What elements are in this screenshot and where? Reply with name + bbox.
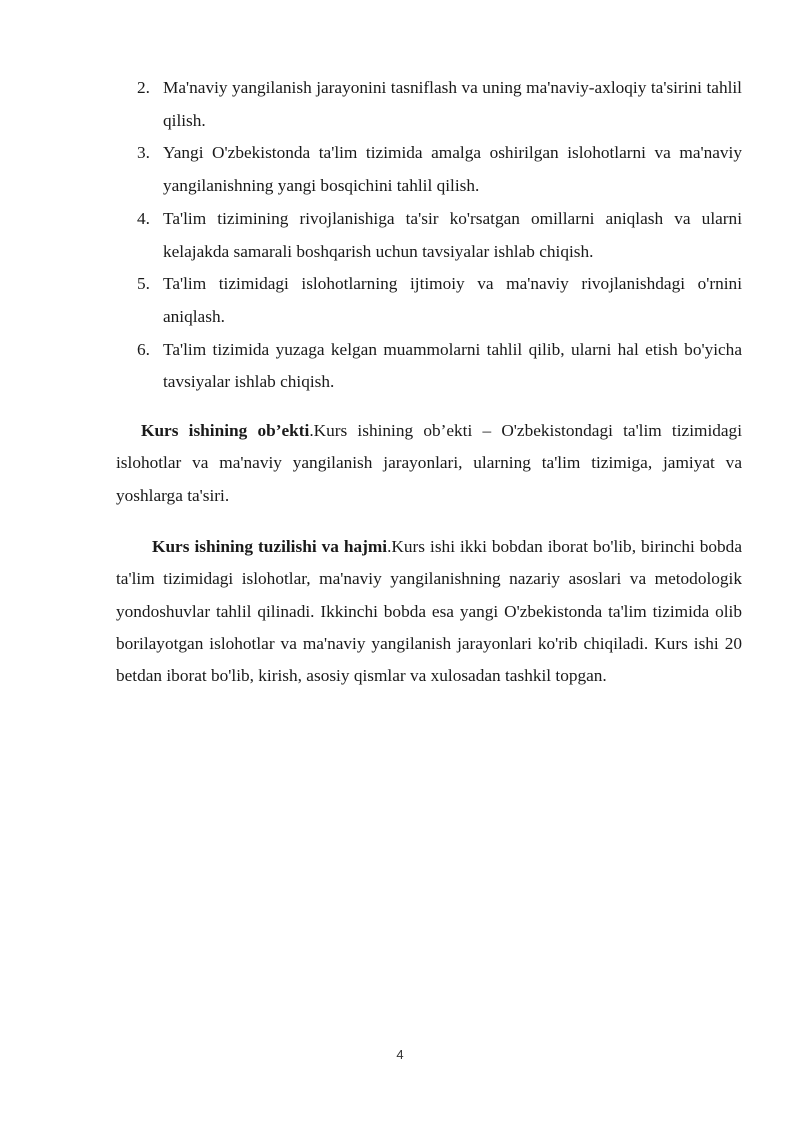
list-item-number: 5. <box>137 274 150 294</box>
page-number: 4 <box>396 1047 404 1062</box>
object-body: .Kurs ishining ob’ekti – O'zbekistondagi ta'lim tizimidagi islohotlar va ma'naviy yangilanish jarayonlari, ularning ta'lim tizimiga, jamiyat va yoshlarga ta'siri. <box>116 421 742 505</box>
object-heading: Kurs ishining ob’ekti <box>141 421 310 440</box>
object-paragraph <box>116 415 742 512</box>
structure-body: .Kurs ishi ikki bobdan iborat bo'lib, birinchi bobda ta'lim tizimidagi islohotlar, ma'naviy yangilanishning nazariy asoslari va metodologik yondoshuvlar tahlil qilinadi. Ikkinchi bobda esa yangi O'zbekistonda ta'lim tizimida olib borilayotgan islohotlar va ma'naviy yangilanish jarayonlari ko'rib chiqiladi. Kurs ishi 20 betdan iborat bo'lib, kirish, asosiy qismlar va xulosadan tashkil topgan. <box>116 537 742 686</box>
structure-heading: Kurs ishining tuzilishi va hajmi <box>152 537 388 556</box>
list-item <box>116 72 742 137</box>
list-item-number: 2. <box>137 78 150 97</box>
list-item-text: Ta'lim tizimida yuzaga kelgan muammolarni tahlil qilib, ularni hal etish bo'yicha tavsiyalar ishlab chiqish. <box>163 339 742 392</box>
list-item-text: Ta'lim tizimining rivojlanishiga ta'sir ko'rsatgan omillarni aniqlash va ularni kelajakda samarali boshqarish uchun tavsiyalar ishlab chiqish. <box>163 208 742 261</box>
list-item-number: 4. <box>137 208 150 228</box>
list-item <box>116 137 742 202</box>
list-item <box>116 268 742 333</box>
list-item <box>116 203 742 268</box>
tasks-list <box>116 72 742 399</box>
list-item-number: 3. <box>137 143 150 163</box>
structure-paragraph <box>116 531 742 692</box>
list-item <box>116 334 742 399</box>
list-item-text: Yangi O'zbekistonda ta'lim tizimida amalga oshirilgan islohotlarni va ma'naviy yangilanishning yangi bosqichini tahlil qilish. <box>163 143 742 196</box>
list-item-text: Ma'naviy yangilanish jarayonini tasniflash va uning ma'naviy-axloqiy ta'sirini tahlil qilish. <box>163 78 742 130</box>
list-item-text: Ta'lim tizimidagi islohotlarning ijtimoiy va ma'naviy rivojlanishdagi o'rnini aniqlash. <box>163 274 742 326</box>
list-item-number: 6. <box>137 339 150 359</box>
